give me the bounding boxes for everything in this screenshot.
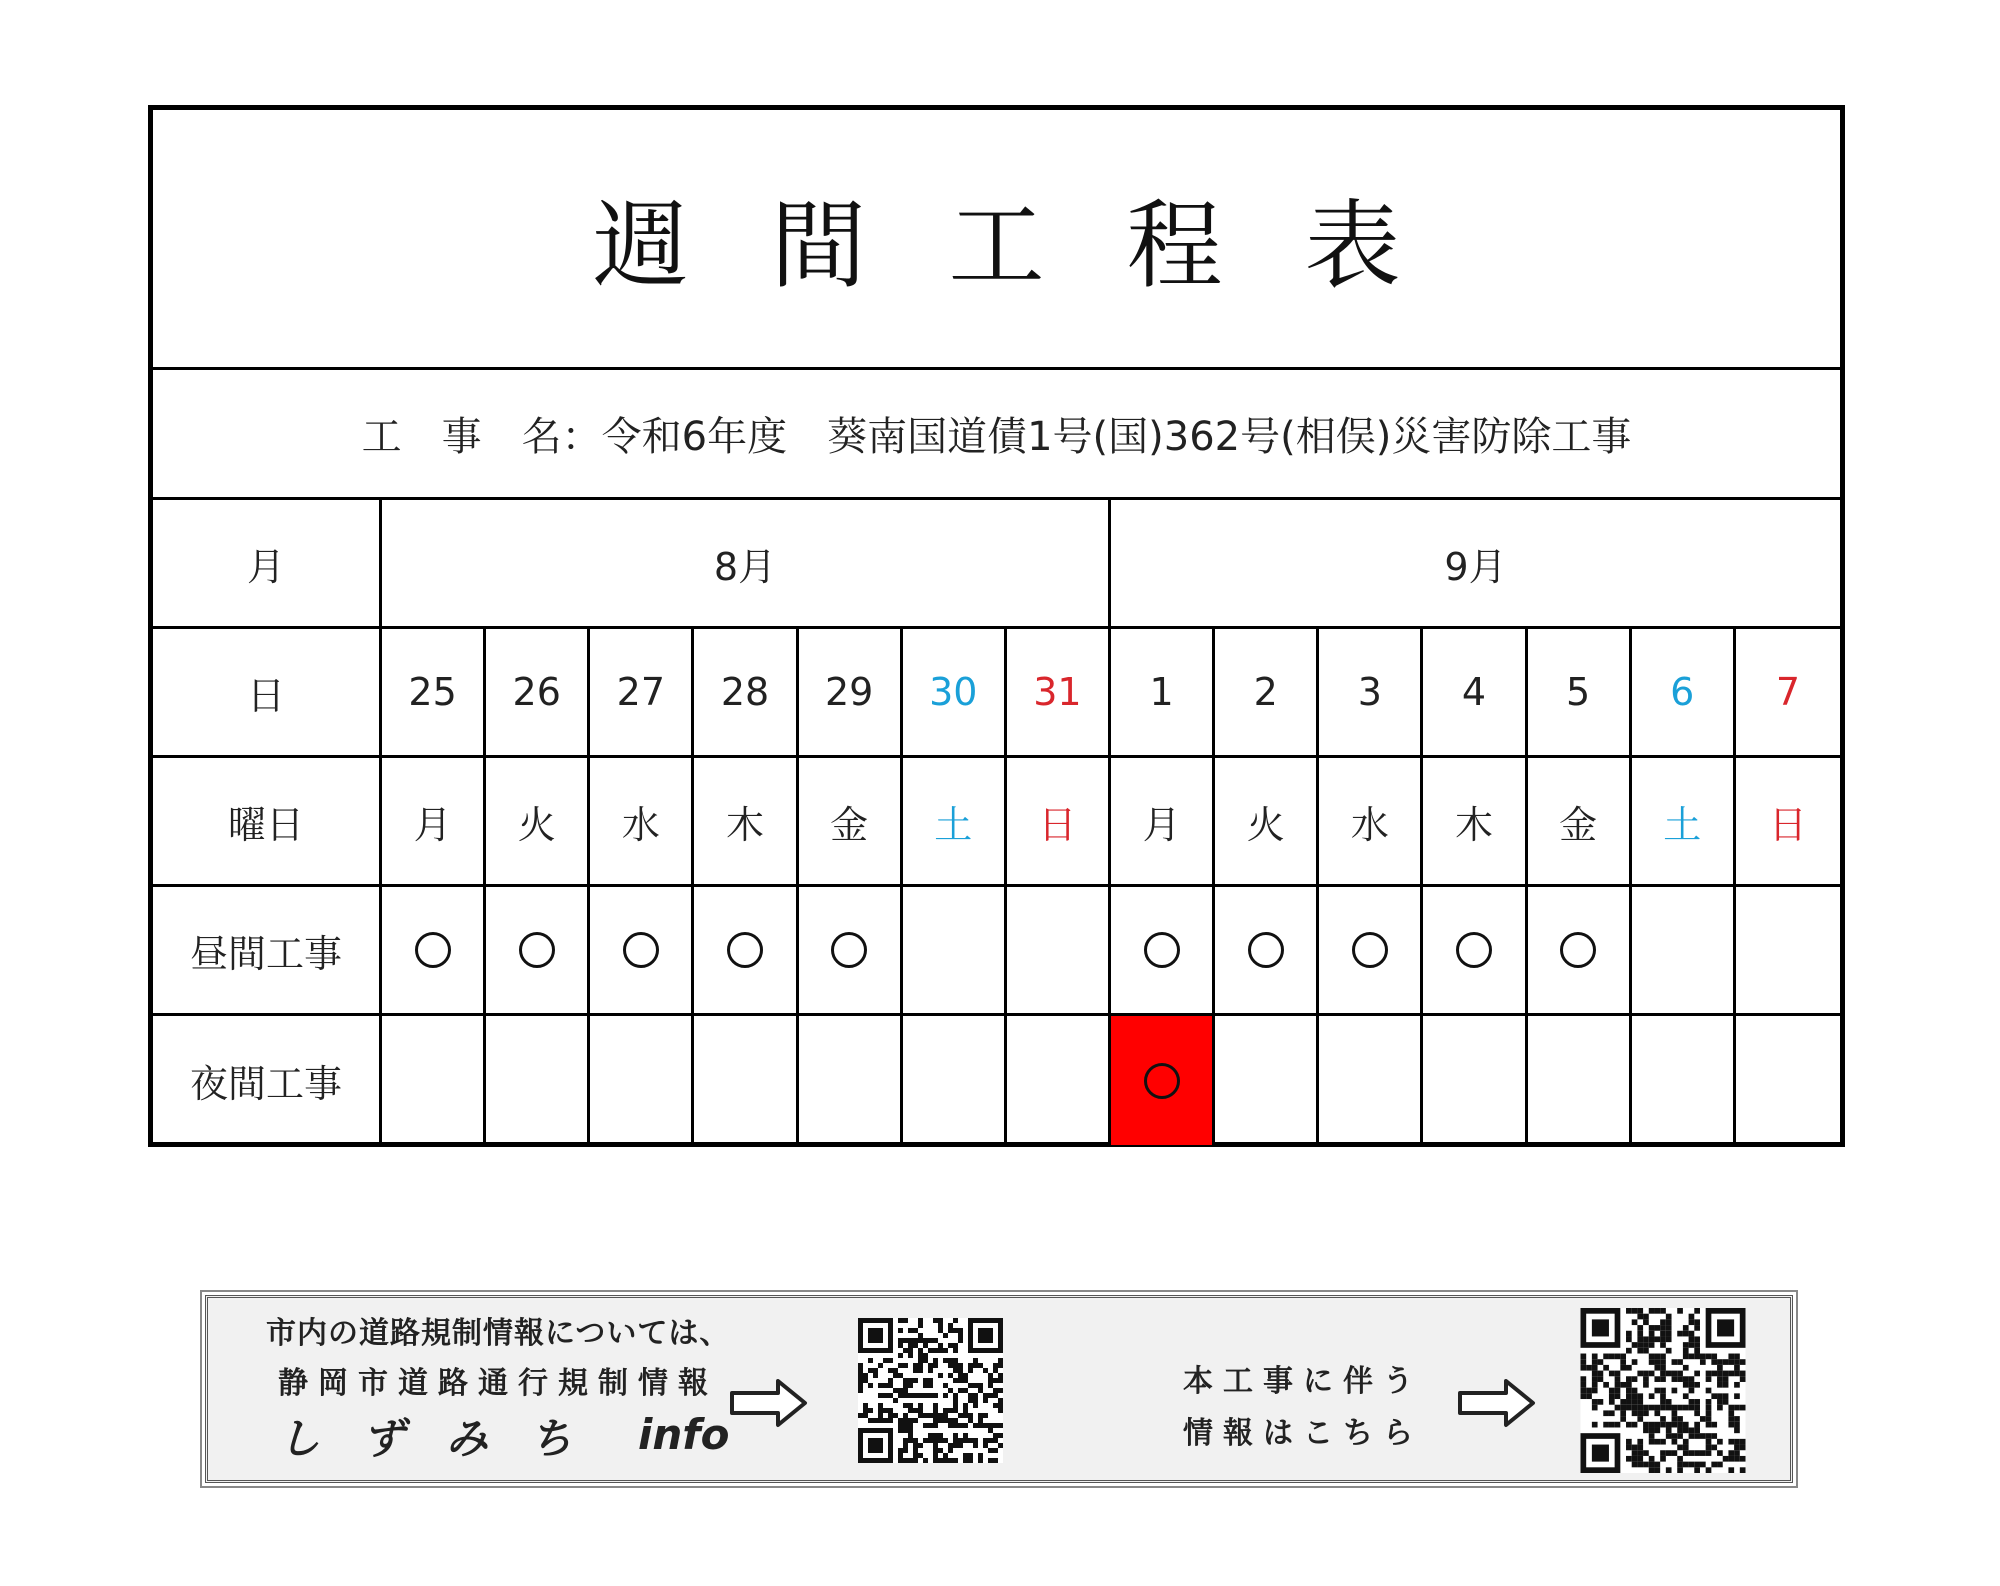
night-work-cell xyxy=(903,1016,1007,1145)
date-cell: 28 xyxy=(694,629,798,758)
weekday-cell: 土 xyxy=(1632,758,1736,887)
title-row xyxy=(153,110,1840,370)
night-work-cell xyxy=(694,1016,798,1145)
circle-mark-icon xyxy=(519,932,555,968)
banner-line3: しずみち xyxy=(278,1414,615,1463)
info-banner xyxy=(205,1295,1793,1483)
circle-mark-icon xyxy=(1144,1063,1180,1099)
row-label-night: 夜間工事 xyxy=(153,1016,382,1145)
project-row xyxy=(153,370,1840,500)
night-work-cell xyxy=(1111,1016,1215,1145)
daytime-work-cell xyxy=(1319,887,1423,1016)
night-work-cell xyxy=(1632,1016,1736,1145)
arrow-right-icon xyxy=(1458,1378,1536,1428)
date-cell: 26 xyxy=(486,629,590,758)
night-work-cell xyxy=(382,1016,486,1145)
daytime-work-cell xyxy=(486,887,590,1016)
circle-mark-icon xyxy=(415,932,451,968)
night-work-cell xyxy=(799,1016,903,1145)
banner-right-line1: 本工事に伴う xyxy=(1183,1364,1423,1399)
arrow-right-icon xyxy=(730,1378,808,1428)
month-header: 9月 xyxy=(1111,500,1840,629)
date-cell: 7 xyxy=(1736,629,1840,758)
schedule-sheet xyxy=(148,105,1845,1147)
page-title: 週間工程表 xyxy=(592,190,1483,302)
banner-right-line2: 情報はこちら xyxy=(1183,1416,1423,1451)
night-work-cell xyxy=(1007,1016,1111,1145)
weekday-cell: 月 xyxy=(1111,758,1215,887)
circle-mark-icon xyxy=(1560,932,1596,968)
banner-info: info xyxy=(638,1410,730,1459)
date-cell: 25 xyxy=(382,629,486,758)
night-work-cell xyxy=(590,1016,694,1145)
circle-mark-icon xyxy=(1352,932,1388,968)
night-work-cell xyxy=(1319,1016,1423,1145)
weekday-cell: 水 xyxy=(590,758,694,887)
daytime-work-cell xyxy=(1111,887,1215,1016)
project-label: 工 事 名： xyxy=(361,414,602,460)
weekday-cell: 木 xyxy=(1423,758,1527,887)
month-header: 8月 xyxy=(382,500,1111,629)
daytime-work-cell xyxy=(903,887,1007,1016)
daytime-work-cell xyxy=(1423,887,1527,1016)
circle-mark-icon xyxy=(831,932,867,968)
date-cell: 4 xyxy=(1423,629,1527,758)
date-cell: 30 xyxy=(903,629,1007,758)
date-cell: 31 xyxy=(1007,629,1111,758)
daytime-work-cell xyxy=(1632,887,1736,1016)
row-label-weekday: 曜日 xyxy=(153,758,382,887)
banner-line1: 市内の道路規制情報については、 xyxy=(266,1316,731,1351)
weekday-cell: 日 xyxy=(1007,758,1111,887)
daytime-work-cell xyxy=(1007,887,1111,1016)
schedule-grid xyxy=(153,500,1840,1145)
date-cell: 1 xyxy=(1111,629,1215,758)
night-work-cell xyxy=(1736,1016,1840,1145)
circle-mark-icon xyxy=(1248,932,1284,968)
weekday-cell: 日 xyxy=(1736,758,1840,887)
circle-mark-icon xyxy=(1456,932,1492,968)
date-cell: 27 xyxy=(590,629,694,758)
daytime-work-cell xyxy=(590,887,694,1016)
night-work-cell xyxy=(1528,1016,1632,1145)
row-label-month: 月 xyxy=(153,500,382,629)
date-cell: 5 xyxy=(1528,629,1632,758)
daytime-work-cell xyxy=(694,887,798,1016)
daytime-work-cell xyxy=(1528,887,1632,1016)
weekday-cell: 火 xyxy=(486,758,590,887)
weekday-cell: 金 xyxy=(799,758,903,887)
circle-mark-icon xyxy=(1144,932,1180,968)
daytime-work-cell xyxy=(382,887,486,1016)
banner-line2: 静岡市道路通行規制情報 xyxy=(278,1366,718,1401)
row-label-daytime: 昼間工事 xyxy=(153,887,382,1016)
night-work-cell xyxy=(1215,1016,1319,1145)
weekday-cell: 火 xyxy=(1215,758,1319,887)
weekday-cell: 水 xyxy=(1319,758,1423,887)
daytime-work-cell xyxy=(1736,887,1840,1016)
weekday-cell: 土 xyxy=(903,758,1007,887)
qr-code-icon[interactable] xyxy=(848,1318,1013,1463)
date-cell: 3 xyxy=(1319,629,1423,758)
row-label-day: 日 xyxy=(153,629,382,758)
daytime-work-cell xyxy=(799,887,903,1016)
weekday-cell: 木 xyxy=(694,758,798,887)
circle-mark-icon xyxy=(727,932,763,968)
weekday-cell: 月 xyxy=(382,758,486,887)
weekday-cell: 金 xyxy=(1528,758,1632,887)
daytime-work-cell xyxy=(1215,887,1319,1016)
qr-code-icon[interactable] xyxy=(1578,1308,1748,1473)
date-cell: 2 xyxy=(1215,629,1319,758)
night-work-cell xyxy=(486,1016,590,1145)
project-name: 令和6年度 葵南国道債1号(国)362号(相俣)災害防除工事 xyxy=(601,414,1632,460)
date-cell: 6 xyxy=(1632,629,1736,758)
night-work-cell xyxy=(1423,1016,1527,1145)
circle-mark-icon xyxy=(623,932,659,968)
date-cell: 29 xyxy=(799,629,903,758)
